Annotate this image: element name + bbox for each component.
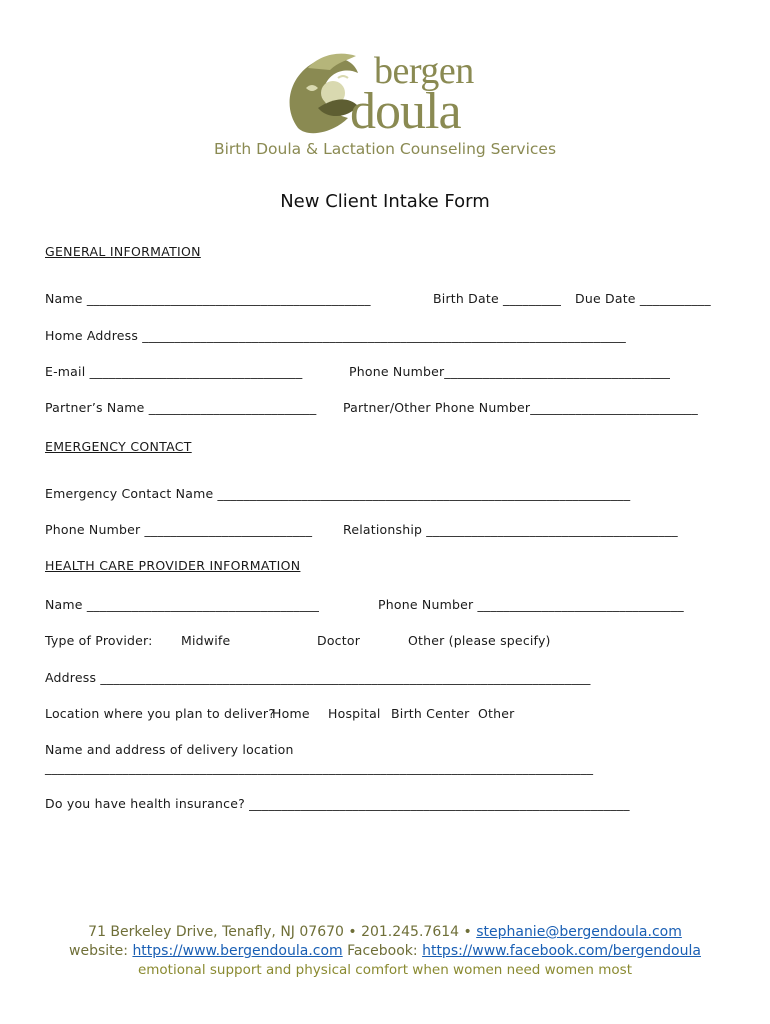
field-home-address[interactable]: Home Address ___________________________________________________________________________ (45, 328, 626, 343)
field-delivery-location[interactable]: _____________________________________________________________________________________ (45, 760, 594, 775)
footer-contact-line (0, 924, 770, 940)
field-name[interactable]: Name ____________________________________________ (45, 291, 371, 306)
field-provider-name[interactable]: Name ____________________________________ (45, 597, 320, 612)
field-birth-date[interactable]: Birth Date _________ (433, 291, 562, 306)
footer-facebook-label: Facebook: (347, 943, 418, 959)
field-due-date[interactable]: Due Date ___________ (575, 291, 711, 306)
field-health-insurance[interactable]: Do you have health insurance? ___________________________________________________________ (45, 796, 630, 811)
option-other-specify[interactable]: Other (please specify) (408, 633, 551, 648)
option-doctor[interactable]: Doctor (317, 633, 361, 648)
footer-email-link[interactable]: stephanie@bergendoula.com (476, 924, 682, 940)
option-midwife[interactable]: Midwife (181, 633, 231, 648)
delivery-name-address-label: Name and address of delivery location (45, 742, 294, 757)
field-relationship[interactable]: Relationship _______________________________________ (343, 522, 678, 537)
option-other[interactable]: Other (478, 706, 515, 721)
field-phone-number[interactable]: Phone Number___________________________________ (349, 364, 671, 379)
field-provider-address[interactable]: Address ____________________________________________________________________________ (45, 670, 591, 685)
section-emergency-contact: EMERGENCY CONTACT (45, 439, 192, 454)
footer-motto: emotional support and physical comfort when women need women most (137, 962, 633, 978)
field-partner-name[interactable]: Partner’s Name __________________________ (45, 400, 317, 415)
option-home[interactable]: Home (272, 706, 310, 721)
provider-type-label: Type of Provider: (45, 633, 153, 648)
footer-web-line (0, 943, 770, 959)
form-title: New Client Intake Form (280, 191, 490, 212)
hands-icon (290, 54, 358, 134)
footer-address: 71 Berkeley Drive, Tenafly, NJ 07670 • 201.245.7614 • (88, 924, 472, 940)
delivery-location-label: Location where you plan to deliver? (45, 706, 276, 721)
field-emergency-contact-name[interactable]: Emergency Contact Name ________________________________________________________________ (45, 486, 631, 501)
tagline: Birth Doula & Lactation Counseling Services (213, 140, 557, 158)
field-provider-phone[interactable]: Phone Number ________________________________ (378, 597, 684, 612)
section-health-care-provider: HEALTH CARE PROVIDER INFORMATION (45, 558, 301, 573)
logo-word-doula: doula (350, 83, 461, 140)
footer-facebook-link[interactable]: https://www.facebook.com/bergendoula (422, 943, 701, 959)
section-general-information: GENERAL INFORMATION (45, 244, 201, 259)
footer-website-label: website: (69, 943, 128, 959)
field-partner-phone[interactable]: Partner/Other Phone Number__________________________ (343, 400, 698, 415)
field-emergency-phone[interactable]: Phone Number __________________________ (45, 522, 313, 537)
option-birth-center[interactable]: Birth Center (391, 706, 470, 721)
footer-website-link[interactable]: https://www.bergendoula.com (132, 943, 343, 959)
option-hospital[interactable]: Hospital (328, 706, 381, 721)
logo-word-bergen: bergen (374, 50, 474, 92)
field-email[interactable]: E-mail _________________________________ (45, 364, 303, 379)
